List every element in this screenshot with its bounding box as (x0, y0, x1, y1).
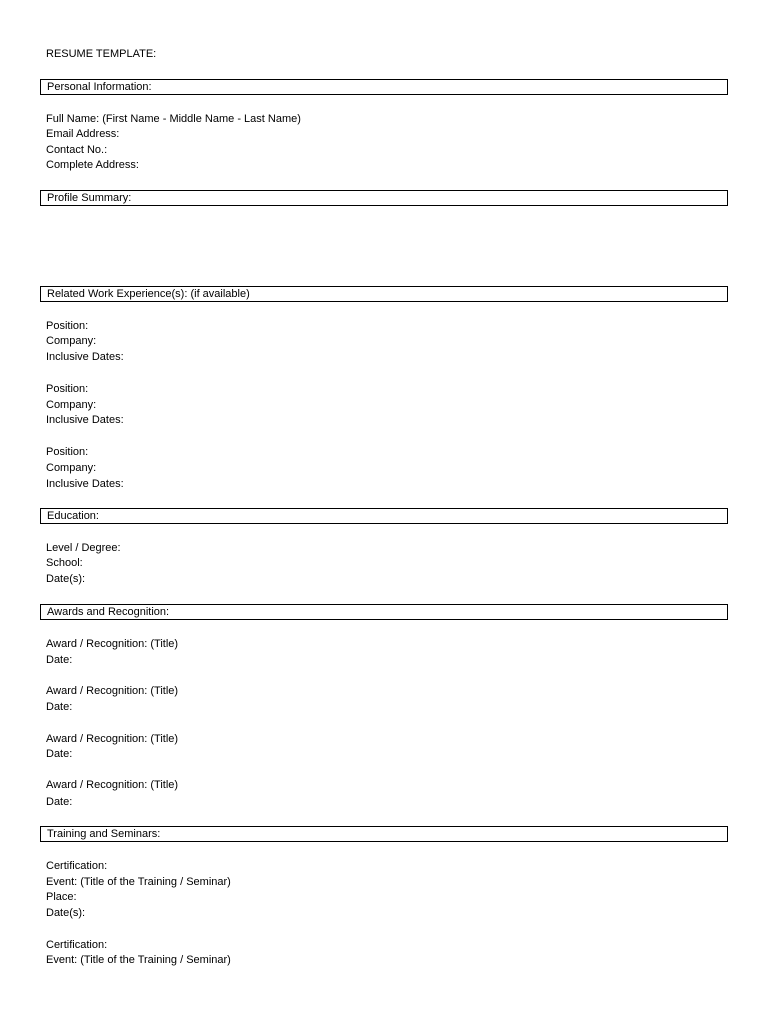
field-school: School: (46, 557, 83, 569)
section-header-profile-summary (40, 190, 728, 206)
field-award-date: Date: (46, 796, 73, 808)
field-contact-no: Contact No.: (46, 144, 108, 156)
field-company: Company: (46, 335, 97, 347)
field-email-address: Email Address: (46, 128, 120, 140)
section-header-education (40, 508, 728, 524)
field-event: Event: (Title of the Training / Seminar) (46, 876, 231, 888)
field-position: Position: (46, 320, 89, 332)
field-inclusive-dates: Inclusive Dates: (46, 478, 124, 490)
field-event: Event: (Title of the Training / Seminar) (46, 954, 231, 966)
field-inclusive-dates: Inclusive Dates: (46, 414, 124, 426)
section-heading: Training and Seminars: (47, 828, 161, 840)
field-company: Company: (46, 462, 97, 474)
field-position: Position: (46, 446, 89, 458)
section-header-awards-recognition (40, 604, 728, 620)
field-award-title: Award / Recognition: (Title) (46, 685, 179, 697)
field-award-date: Date: (46, 654, 73, 666)
field-certification: Certification: (46, 939, 108, 951)
section-header-work-experience (40, 286, 728, 302)
field-award-title: Award / Recognition: (Title) (46, 733, 179, 745)
field-award-title: Award / Recognition: (Title) (46, 779, 179, 791)
section-heading: Personal Information: (47, 81, 152, 93)
section-heading: Education: (47, 510, 99, 522)
field-level-degree: Level / Degree: (46, 542, 121, 554)
section-heading: Related Work Experience(s): (if available) (47, 288, 250, 300)
field-award-date: Date: (46, 701, 73, 713)
field-award-date: Date: (46, 748, 73, 760)
field-full-name: Full Name: (First Name - Middle Name - Last Name) (46, 113, 301, 125)
field-inclusive-dates: Inclusive Dates: (46, 351, 124, 363)
section-heading: Awards and Recognition: (47, 606, 170, 618)
field-dates: Date(s): (46, 573, 86, 585)
field-award-title: Award / Recognition: (Title) (46, 638, 179, 650)
document-title: RESUME TEMPLATE: (46, 48, 157, 60)
field-company: Company: (46, 399, 97, 411)
field-certification: Certification: (46, 860, 108, 872)
field-place: Place: (46, 891, 77, 903)
section-header-training-seminars (40, 826, 728, 842)
section-header-personal-information (40, 79, 728, 95)
section-heading: Profile Summary: (47, 192, 132, 204)
field-position: Position: (46, 383, 89, 395)
field-dates: Date(s): (46, 907, 86, 919)
field-complete-address: Complete Address: (46, 159, 139, 171)
